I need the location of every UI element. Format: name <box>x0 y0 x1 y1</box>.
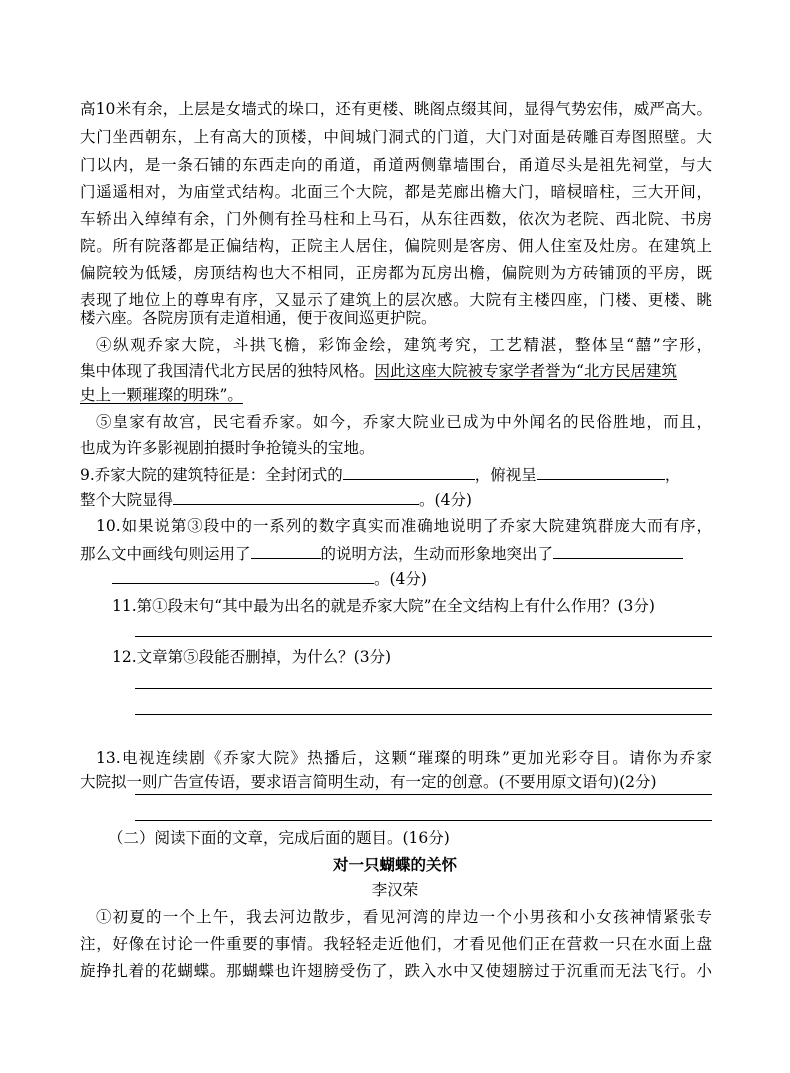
section-2-heading: （二）阅读下面的文章，完成后面的题目。(16分) <box>108 829 450 847</box>
passage-line: 大门坐西朝东，上有高大的顶楼，中间城门洞式的门道，大门对面是砖雕百寿图照壁。大 <box>80 128 712 146</box>
answer-blank[interactable] <box>343 464 475 480</box>
passage-line: 门遥遥相对，为庙堂式结构。北面三个大院，都是芜廊出檐大门，暗棂暗柱，三大开间， <box>80 183 712 201</box>
question-13-line-1: 13.电视连续剧《乔家大院》热播后，这颗“璀璨的明珠”更加光彩夺目。请你为乔家 <box>96 749 712 767</box>
question-9-line-1 <box>80 464 712 485</box>
passage-line: 院。所有院落都是正偏结构，正院主人居住，偏院则是客房、佣人住室及灶房。在建筑上 <box>80 237 712 255</box>
question-9-text: ， <box>664 466 681 484</box>
underlined-sentence: 因此这座大院被专家学者誉为“北方民居建筑 <box>374 362 677 380</box>
answer-blank[interactable] <box>251 543 321 559</box>
answer-line[interactable] <box>135 714 712 715</box>
question-10-line-3 <box>112 568 712 589</box>
question-10-text: 那么文中画线句则运用了 <box>80 545 251 563</box>
question-12: 12.文章第⑤段能否删掉，为什么？(3分) <box>112 648 392 666</box>
answer-line[interactable] <box>135 636 712 637</box>
passage-line: 偏院较为低矮，房顶结构也大不相同，正房都为瓦房出檐，偏院则为方砖铺顶的平房，既 <box>80 264 712 282</box>
paragraph-5-line-1: ⑤皇家有故宫，民宅看乔家。如今，乔家大院业已成为中外闻名的民俗胜地，而且， <box>96 413 712 431</box>
paragraph-4-line-2 <box>80 361 712 381</box>
underlined-sentence: 史上一颗璀璨的明珠”。 <box>80 386 243 404</box>
question-9-text: 整个大院显得 <box>80 491 174 509</box>
question-10-points: 。(4分) <box>374 570 427 588</box>
question-9-line-2 <box>80 489 712 510</box>
article-title: 对一只蝴蝶的关怀 <box>332 855 457 874</box>
article-line: 注，好像在讨论一件重要的事情。我轻轻走近他们，才看见他们正在营救一只在水面上盘 <box>80 935 712 953</box>
question-9-points: 。(4分) <box>419 491 472 509</box>
passage-line: 车轿出入绰绰有余，门外侧有拴马柱和上马石，从东往西数，依次为老院、西北院、书房 <box>80 210 712 228</box>
paragraph-4-line-3 <box>80 385 712 405</box>
article-line: ①初夏的一个上午，我去河边散步，看见河湾的岸边一个小男孩和小女孩神情紧张专 <box>96 908 712 926</box>
answer-line[interactable] <box>135 688 712 689</box>
passage-line: 楼六座。各院房顶有走道相通，便于夜间巡更护院。 <box>80 309 437 327</box>
passage-line: 表现了地位上的尊卑有序，又显示了建筑上的层次感。大院有主楼四座，门楼、更楼、眺 <box>80 291 712 309</box>
answer-blank[interactable] <box>537 464 665 480</box>
question-13-line-2: 大院拟一则广告宣传语，要求语言简明生动，有一定的创意。(不要用原文语句)(2分) <box>80 773 657 791</box>
question-10-line-2 <box>80 543 712 564</box>
answer-blank[interactable] <box>112 568 374 584</box>
question-9-text: 9.乔家大院的建筑特征是：全封闭式的 <box>80 466 343 484</box>
question-10-text: 的说明方法，生动而形象地突出了 <box>320 545 554 563</box>
question-9-text: ，俯视呈 <box>474 466 537 484</box>
answer-line[interactable] <box>135 820 712 821</box>
paragraph-5-line-2: 也成为许多影视剧拍摄时争抢镜头的宝地。 <box>80 439 375 457</box>
passage-line: 门以内，是一条石铺的东西走向的甬道，甬道两侧靠墙围台，甬道尽头是祖先祠堂，与大 <box>80 156 712 174</box>
answer-blank[interactable] <box>173 489 419 505</box>
passage-line: 高10米有余，上层是女墙式的垛口，还有更楼、眺阁点缀其间，显得气势宏伟，威严高大。 <box>80 100 712 118</box>
question-10-line-1: 10.如果说第③段中的一系列的数字真实而准确地说明了乔家大院建筑群庞大而有序， <box>96 517 712 535</box>
article-author: 李汉荣 <box>371 881 419 899</box>
paragraph-4-line-1: ④纵观乔家大院，斗拱飞檐，彩饰金绘，建筑考究，工艺精湛，整体呈“囍”字形， <box>96 336 712 354</box>
paragraph-4-text: 集中体现了我国清代北方民居的独特风格。 <box>80 362 375 380</box>
answer-line[interactable] <box>135 794 712 795</box>
article-line: 旋挣扎着的花蝴蝶。那蝴蝶也许翅膀受伤了，跌入水中又使翅膀过于沉重而无法飞行。小 <box>80 962 712 980</box>
answer-blank[interactable] <box>553 543 683 559</box>
question-11: 11.第①段末句“其中最为出名的就是乔家大院”在全文结构上有什么作用？(3分) <box>112 597 655 615</box>
